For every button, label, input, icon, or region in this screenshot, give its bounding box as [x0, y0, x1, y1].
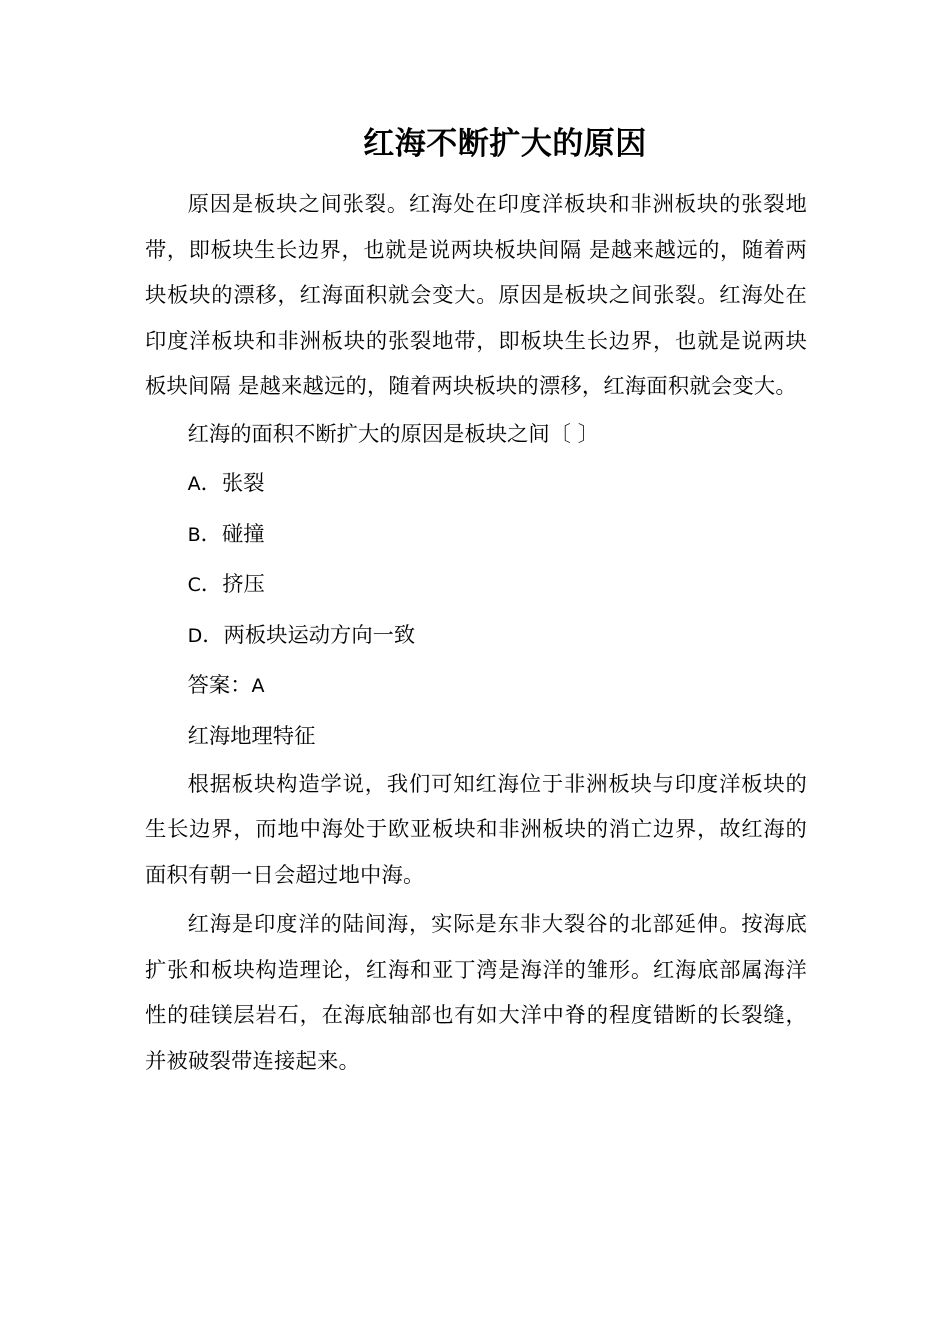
- option-b-text: 碰撞: [221, 521, 265, 547]
- option-c-separator: ．: [200, 572, 223, 598]
- answer-value: A: [251, 675, 265, 698]
- paragraph-geology: 红海是印度洋的陆间海，实际是东非大裂谷的北部延伸。按海底扩张和板块构造理论，红海和亚丁湾是海洋的雏形。红海底部属海洋性的硅镁层岩石，在海底轴部也有如大洋中脊的程度错断的长裂缝，并被破裂带连接起来。: [145, 912, 807, 1074]
- option-a: [145, 459, 807, 510]
- option-b: [145, 510, 807, 561]
- option-c-letter: C: [187, 574, 201, 597]
- paragraph-plate-boundaries: 根据板块构造学说，我们可知红海位于非洲板块与印度洋板块的生长边界，而地中海处于欧亚板块和非洲板块的消亡边界，故红海的面积有朝一日会超过地中海。: [145, 771, 807, 888]
- option-a-text: 张裂: [221, 471, 265, 497]
- option-b-letter: B: [187, 523, 201, 546]
- page-title: 红海不断扩大的原因: [363, 126, 647, 162]
- option-b-separator: ．: [200, 521, 222, 547]
- document-body: [145, 182, 807, 1084]
- option-a-separator: ．: [200, 471, 222, 497]
- option-a-letter: A: [187, 473, 201, 496]
- option-d-separator: ．: [202, 622, 224, 648]
- answer-label: 答案：: [187, 673, 252, 699]
- question-text: 红海的面积不断扩大的原因是板块之间〔 〕: [187, 421, 600, 447]
- option-d: [145, 611, 807, 662]
- option-c: [145, 560, 807, 611]
- intro-paragraph: 原因是板块之间张裂。红海处在印度洋板块和非洲板块的张裂地带，即板块生长边界，也就是说两块板块间隔 是越来越远的，随着两块板块的漂移，红海面积就会变大。原因是板块之间张裂。红海处在印度洋板块和非洲板块的张裂地带，即板块生长边界，也就是说两块板块间隔 是越来越远的，随着两块板块的漂移，红海面积就会变大。: [145, 192, 807, 399]
- option-c-text: 挤压: [222, 572, 265, 598]
- answer-line: [145, 661, 807, 712]
- option-d-text: 两板块运动方向一致: [223, 622, 416, 648]
- option-d-letter: D: [187, 624, 203, 647]
- section-heading: 红海地理特征: [187, 724, 316, 750]
